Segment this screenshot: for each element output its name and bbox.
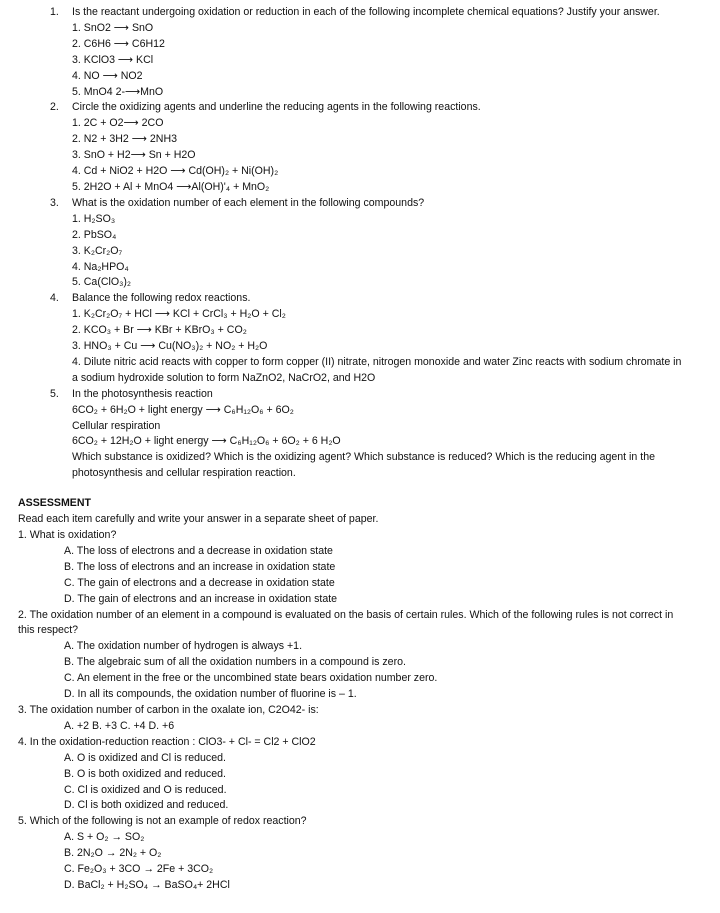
answer-option: A. The loss of electrons and a decrease in oxidation state xyxy=(64,544,333,557)
question-2 xyxy=(0,100,720,195)
answer-option: C. The gain of electrons and a decrease in oxidation state xyxy=(64,576,335,589)
question-text: What is the oxidation number of each element in the following compounds? xyxy=(72,196,425,209)
answer-option: D. BaCl₂ + H₂SO₄ → BaSO₄+ 2HCl xyxy=(64,878,230,891)
equation-item: 3. KClO3 ⟶ KCl xyxy=(72,53,154,66)
answer-option: B. O is both oxidized and reduced. xyxy=(64,767,226,780)
question-number: 1. xyxy=(50,6,59,18)
question-4 xyxy=(0,291,720,386)
question-number: 3. xyxy=(50,196,59,209)
equation-item: 6CO₂ + 12H₂O + light energy ⟶ C₆H₁₂O₆ + 6O₂ + 6 H₂O xyxy=(72,435,341,448)
equation-item: 3. HNO₃ + Cu ⟶ Cu(NO₃)₂ + NO₂ + H₂O xyxy=(72,340,268,353)
equation-item: 4. Dilute nitric acid reacts with copper to form copper (II) nitrate, nitrogen monoxide and water Zinc reacts with sodium chromate in a sodium hydroxide solution to form NaZnO2, NaCrO2, and H2O xyxy=(72,355,682,384)
assessment-item-2 xyxy=(0,608,720,703)
equation-item: 1. 2C + O2⟶ 2CO xyxy=(72,117,164,130)
assessment-item-3 xyxy=(0,703,720,735)
equation-item: 5. 2H2O + Al + MnO4 ⟶Al(OH)'₄ + MnO₂ xyxy=(72,180,270,193)
equation-item: 2. C6H6 ⟶ C6H12 xyxy=(72,37,165,50)
question-text: Balance the following redox reactions. xyxy=(72,292,251,305)
assessment-title: ASSESSMENT xyxy=(18,497,91,510)
compound-item: 3. K₂Cr₂O₇ xyxy=(72,244,123,257)
equation-item: 4. NO ⟶ NO2 xyxy=(72,69,143,82)
compound-item: 1. H₂SO₃ xyxy=(72,212,116,225)
compound-item: 4. Na₂HPO₄ xyxy=(72,260,129,273)
equation-item: Cellular respiration xyxy=(72,419,161,432)
equation-item: 2. KCO₃ + Br ⟶ KBr + KBrO₃ + CO₂ xyxy=(72,324,247,337)
question-number: 5. xyxy=(50,387,59,400)
question-3 xyxy=(0,196,720,291)
compound-item: 5. Ca(ClO₃)₂ xyxy=(72,276,132,289)
answer-option: A. S + O₂ → SO₂ xyxy=(64,831,145,844)
answer-option: D. The gain of electrons and an increase in oxidation state xyxy=(64,592,338,605)
equation-item: Which substance is oxidized? Which is the oxidizing agent? Which substance is reduced? Which is the reducing agent in the photosynthesis and cellular respiration reaction. xyxy=(72,451,655,480)
equation-item: 2. N2 + 3H2 ⟶ 2NH3 xyxy=(72,133,177,146)
answer-option: C. Cl is oxidized and O is reduced. xyxy=(64,783,227,796)
question-text: Circle the oxidizing agents and underline the reducing agents in the following reactions. xyxy=(72,101,481,114)
question-5 xyxy=(0,387,720,482)
answer-option: B. The algebraic sum of all the oxidation numbers in a compound is zero. xyxy=(64,656,406,669)
answer-option: A. The oxidation number of hydrogen is always +1. xyxy=(64,640,303,653)
assessment-question: 3. The oxidation number of carbon in the oxalate ion, C2O42- is: xyxy=(18,703,319,716)
assessment-instruction: Read each item carefully and write your answer in a separate sheet of paper. xyxy=(18,513,379,526)
question-text: In the photosynthesis reaction xyxy=(72,387,213,400)
assessment-item-4 xyxy=(0,735,720,815)
compound-item: 2. PbSO₄ xyxy=(72,228,117,241)
equation-item: 6CO₂ + 6H₂O + light energy ⟶ C₆H₁₂O₆ + 6O₂ xyxy=(72,403,294,416)
question-1 xyxy=(0,5,720,100)
answer-option: A. +2 B. +3 C. +4 D. +6 xyxy=(64,719,175,732)
equation-item: 3. SnO + H2⟶ Sn + H2O xyxy=(72,149,196,162)
assessment-item-5 xyxy=(0,814,720,894)
answer-option: C. An element in the free or the uncombined state bears oxidation number zero. xyxy=(64,672,438,685)
equation-item: 4. Cd + NiO2 + H2O ⟶ Cd(OH)₂ + Ni(OH)₂ xyxy=(72,165,279,178)
question-number: 2. xyxy=(50,101,59,114)
question-number: 4. xyxy=(50,292,59,305)
equation-item: 5. MnO4 2-⟶MnO xyxy=(72,85,164,98)
question-text: Is the reactant undergoing oxidation or reduction in each of the following incomplete chemical equations? Justify your answer. xyxy=(72,6,660,18)
assessment-item-1 xyxy=(0,528,720,608)
answer-option: D. In all its compounds, the oxidation number of fluorine is – 1. xyxy=(64,688,357,701)
answer-option: A. O is oxidized and Cl is reduced. xyxy=(64,751,226,764)
answer-option: C. Fe₂O₃ + 3CO → 2Fe + 3CO₂ xyxy=(64,863,214,876)
answer-option: B. 2N₂O → 2N₂ + O₂ xyxy=(64,847,162,860)
assessment-question: 2. The oxidation number of an element in a compound is evaluated on the basis of certain rules. Which of the following rules is not correct in this respect? xyxy=(18,608,674,637)
answer-option: D. Cl is both oxidized and reduced. xyxy=(64,799,229,812)
answer-option: B. The loss of electrons and an increase in oxidation state xyxy=(64,560,336,573)
equation-item: 1. SnO2 ⟶ SnO xyxy=(72,21,154,34)
assessment-question: 5. Which of the following is not an example of redox reaction? xyxy=(18,815,307,828)
assessment-question: 4. In the oxidation-reduction reaction : ClO3- + Cl- = Cl2 + ClO2 xyxy=(18,735,316,748)
assessment-question: 1. What is oxidation? xyxy=(18,529,117,541)
equation-item: 1. K₂Cr₂O₇ + HCl ⟶ KCl + CrCl₃ + H₂O + Cl₂ xyxy=(72,308,286,321)
